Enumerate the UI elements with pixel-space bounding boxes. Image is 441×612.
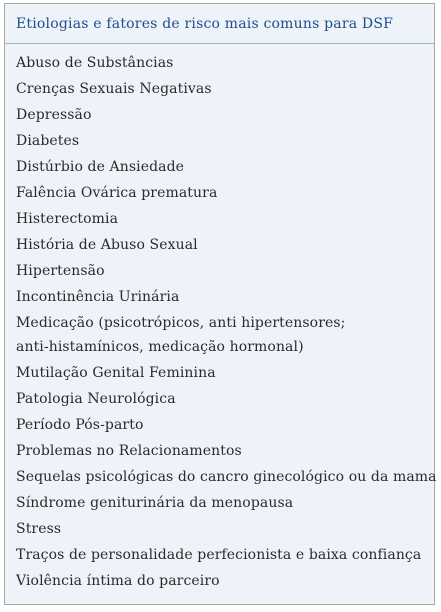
- list-item: História de Abuso Sexual: [16, 237, 198, 253]
- list-item: Violência íntima do parceiro: [16, 573, 220, 589]
- list-item: Falência Ovárica prematura: [16, 185, 218, 201]
- list-item: Período Pós-parto: [16, 417, 144, 433]
- list-item: Traços de personalidade perfecionista e baixa confiança: [16, 547, 422, 563]
- list-item: Abuso de Substâncias: [16, 55, 174, 71]
- list-item: Sequelas psicológicas do cancro ginecológico ou da mama: [16, 469, 437, 485]
- risk-factors-list: [5, 44, 437, 593]
- list-item: Stress: [16, 521, 62, 537]
- list-item: Incontinência Urinária: [16, 289, 180, 305]
- list-item: Hipertensão: [16, 263, 105, 279]
- list-item: Distúrbio de Ansiedade: [16, 159, 185, 175]
- list-item: Problemas no Relacionamentos: [16, 443, 242, 459]
- list-item: Patologia Neurológica: [16, 391, 176, 407]
- table-header: Etiologias e fatores de risco mais comuns para DSF: [5, 4, 434, 44]
- list-item: Histerectomia: [16, 211, 119, 227]
- list-item-line: Medicação (psicotrópicos, anti hipertensores;: [16, 315, 346, 331]
- list-item: Crenças Sexuais Negativas: [16, 81, 212, 97]
- list-item: Síndrome geniturinária da menopausa: [16, 495, 294, 511]
- list-item: Mutilação Genital Feminina: [16, 365, 216, 381]
- list-item-line: anti-histamínicos, medicação hormonal): [16, 339, 304, 355]
- risk-factors-table: [4, 3, 435, 605]
- list-item: Diabetes: [16, 133, 80, 149]
- list-item: [16, 311, 434, 359]
- list-item: Depressão: [16, 107, 92, 123]
